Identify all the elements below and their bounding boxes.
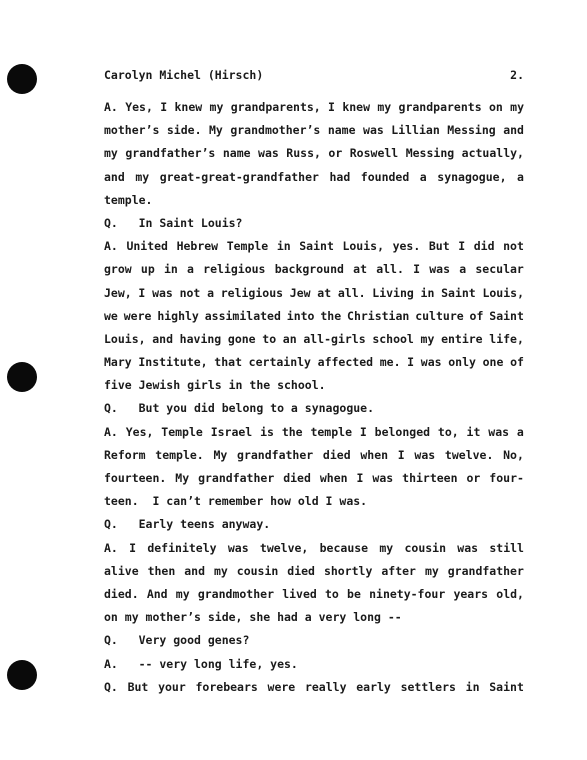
transcript-line: A. Yes, I knew my grandparents, I knew my grandparents on my xyxy=(104,100,524,114)
transcript-line: Jew, I was not a religious Jew at all. Living in Saint Louis, xyxy=(104,285,524,300)
transcript-line: Mary Institute, that certainly affected me. I was only one of xyxy=(104,355,524,370)
transcript-line: teen. I can’t remember how old I was. xyxy=(104,494,368,509)
page-number: 2. xyxy=(510,68,524,82)
transcript-line: we were highly assimilated into the Christian culture of Saint xyxy=(104,308,524,323)
transcript-line: Louis, and having gone to an all-girls school my entire life, xyxy=(104,331,524,346)
transcript-line: fourteen. My grandfather died when I was thirteen or four- xyxy=(104,471,524,485)
transcript-line: died. And my grandmother lived to be ninety-four years old, xyxy=(104,586,524,601)
binder-hole-middle xyxy=(7,362,37,392)
transcript-line: and my great-great-grandfather had founded a synagogue, a xyxy=(104,169,524,184)
transcript-page xyxy=(104,66,524,699)
transcript-line: Q. Early teens anyway. xyxy=(104,517,271,532)
transcript-line: A. United Hebrew Temple in Saint Louis, yes. But I did not xyxy=(104,239,524,254)
transcript-line: Reform temple. My grandfather died when I was twelve. No, xyxy=(104,447,524,462)
transcript-line: mother’s side. My grandmother’s name was Lillian Messing and xyxy=(104,123,524,138)
interviewee-name: Carolyn Michel (Hirsch) xyxy=(104,68,264,82)
transcript-line: Q. Very good genes? xyxy=(104,633,250,648)
transcript-line: Q. In Saint Louis? xyxy=(104,215,243,230)
transcript-line: alive then and my cousin died shortly after my grandfather xyxy=(104,563,524,578)
transcript-line: Q. But you did belong to a synagogue. xyxy=(104,401,375,416)
transcript-line: five Jewish girls in the school. xyxy=(104,378,326,393)
transcript-line: on my mother’s side, she had a very long -- xyxy=(104,610,402,625)
transcript-line: Q. But your forebears were really early settlers in Saint xyxy=(104,679,524,694)
transcript-line: grow up in a religious background at all. I was a secular xyxy=(104,262,524,277)
transcript-line: A. I definitely was twelve, because my cousin was still xyxy=(104,540,524,555)
transcript-line: temple. xyxy=(104,192,153,207)
transcript-body xyxy=(104,96,524,699)
transcript-line: my grandfather’s name was Russ, or Roswell Messing actually, xyxy=(104,146,524,161)
page-header xyxy=(104,66,524,84)
transcript-line: A. Yes, Temple Israel is the temple I belonged to, it was a xyxy=(104,424,524,439)
binder-hole-bottom xyxy=(7,660,37,690)
binder-hole-top xyxy=(7,64,37,94)
transcript-line: A. -- very long life, yes. xyxy=(104,656,298,671)
